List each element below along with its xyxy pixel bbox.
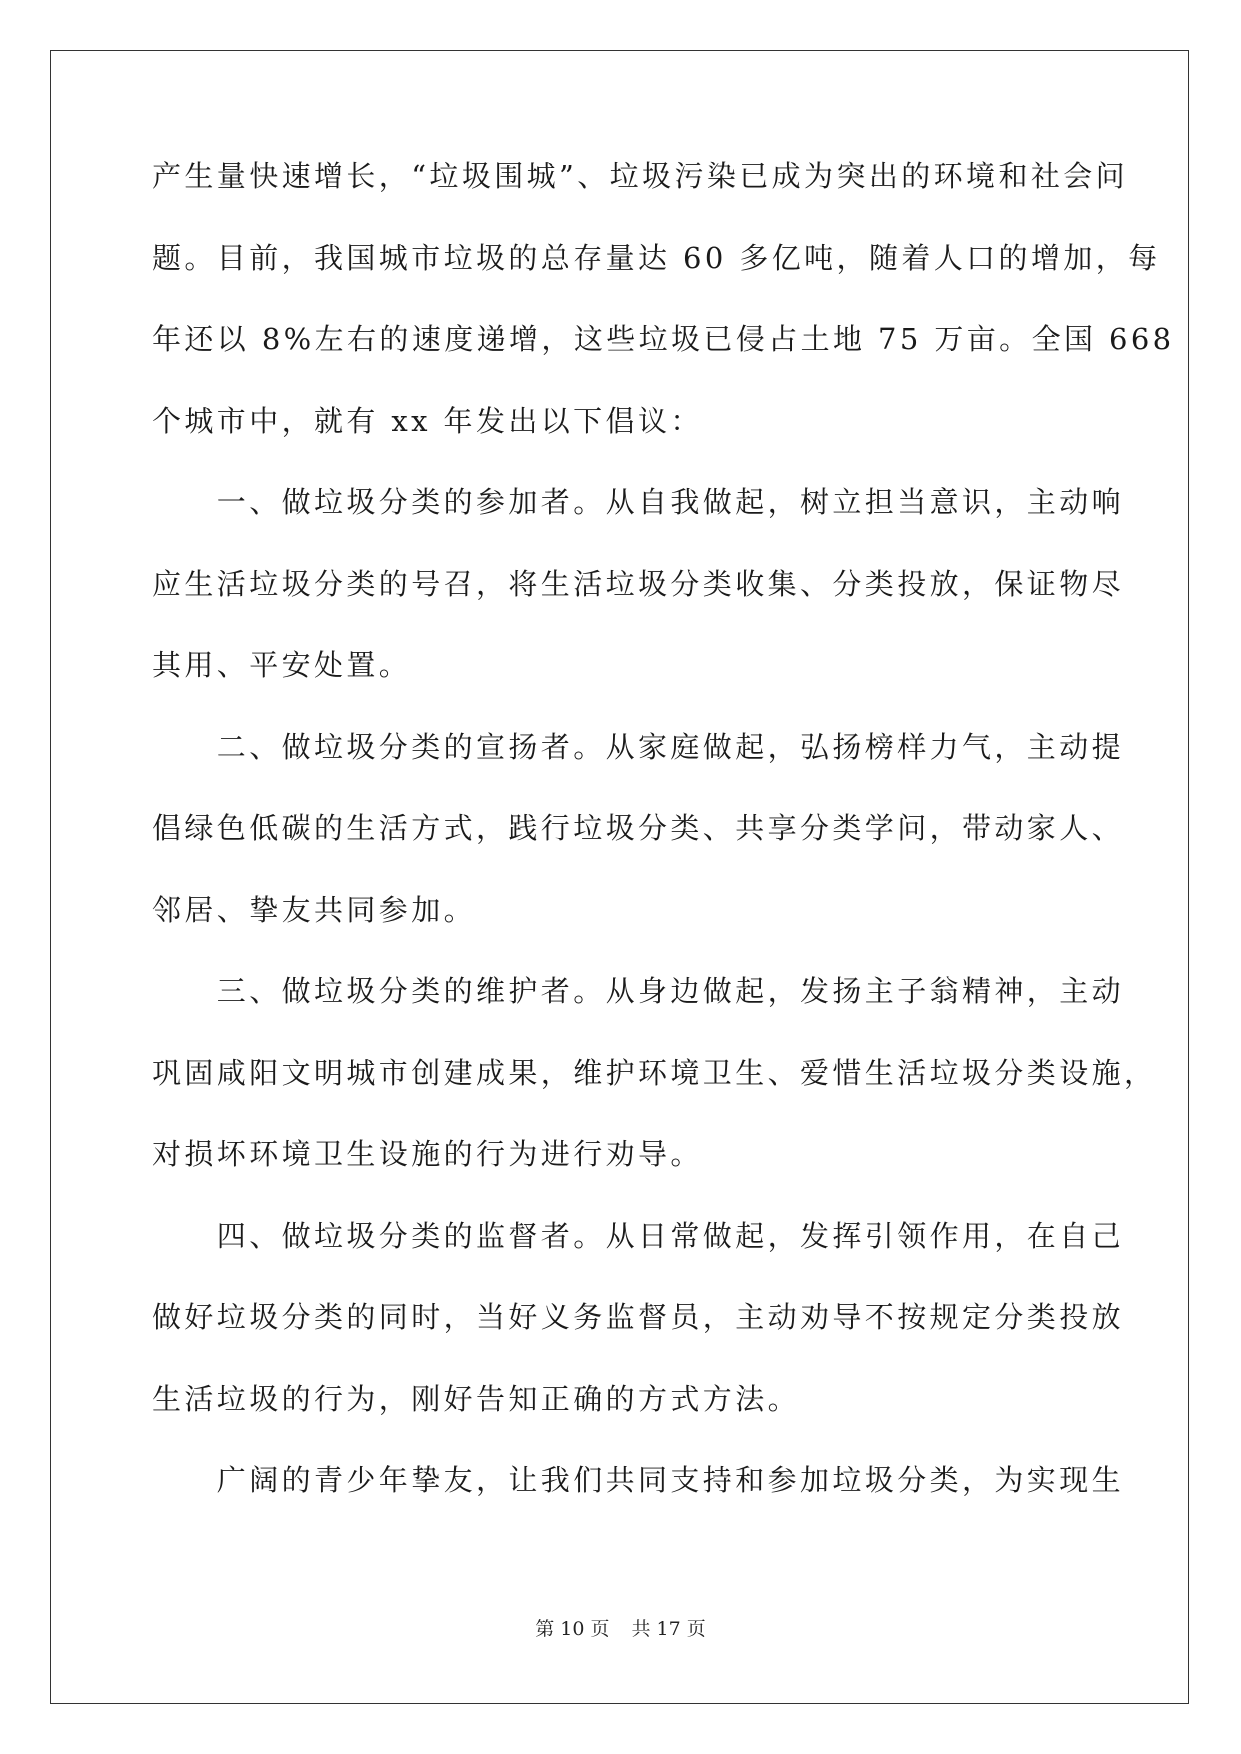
text-line: 题。目前，我国城市垃圾的总存量达 60 多亿吨，随着人口的增加，每 <box>152 240 1161 275</box>
text-line: 一、做垃圾分类的参加者。从自我做起，树立担当意识，主动响 <box>152 485 1125 519</box>
text-line: 产生量快速增长，“垃圾围城”、垃圾污染已成为突出的环境和社会问 <box>152 159 1129 193</box>
text-line: 其用、平安处置。 <box>152 648 412 682</box>
text-line: 二、做垃圾分类的宣扬者。从家庭做起，弘扬榜样力气，主动提 <box>152 729 1125 764</box>
document-body <box>152 159 1175 1546</box>
page-total: 共 17 页 <box>631 1618 706 1640</box>
text-line: 应生活垃圾分类的号召，将生活垃圾分类收集、分类投放，保证物尽 <box>152 566 1125 601</box>
page-footer <box>0 1617 1241 1641</box>
text-line: 三、做垃圾分类的维护者。从身边做起，发扬主子翁精神，主动 <box>152 974 1125 1008</box>
text-line: 个城市中，就有 xx 年发出以下倡议： <box>152 403 703 438</box>
text-line: 巩固咸阳文明城市创建成果，维护环境卫生、爱惜生活垃圾分类设施， <box>152 1055 1157 1090</box>
text-line: 广阔的青少年挚友，让我们共同支持和参加垃圾分类，为实现生 <box>152 1463 1125 1497</box>
text-line: 年还以 8%左右的速度递增，这些垃圾已侵占土地 75 万亩。全国 668 <box>152 322 1175 356</box>
text-line: 邻居、挚友共同参加。 <box>152 892 477 927</box>
text-line: 生活垃圾的行为，刚好告知正确的方式方法。 <box>152 1381 801 1416</box>
text-line: 对损坏环境卫生设施的行为进行劝导。 <box>152 1137 703 1171</box>
text-line: 倡绿色低碳的生活方式，践行垃圾分类、共享分类学问，带动家人、 <box>152 811 1125 845</box>
text-line: 做好垃圾分类的同时，当好义务监督员，主动劝导不按规定分类投放 <box>152 1300 1125 1334</box>
text-line: 四、做垃圾分类的监督者。从日常做起，发挥引领作用，在自己 <box>152 1218 1125 1253</box>
page-number: 第 10 页 <box>535 1618 610 1640</box>
